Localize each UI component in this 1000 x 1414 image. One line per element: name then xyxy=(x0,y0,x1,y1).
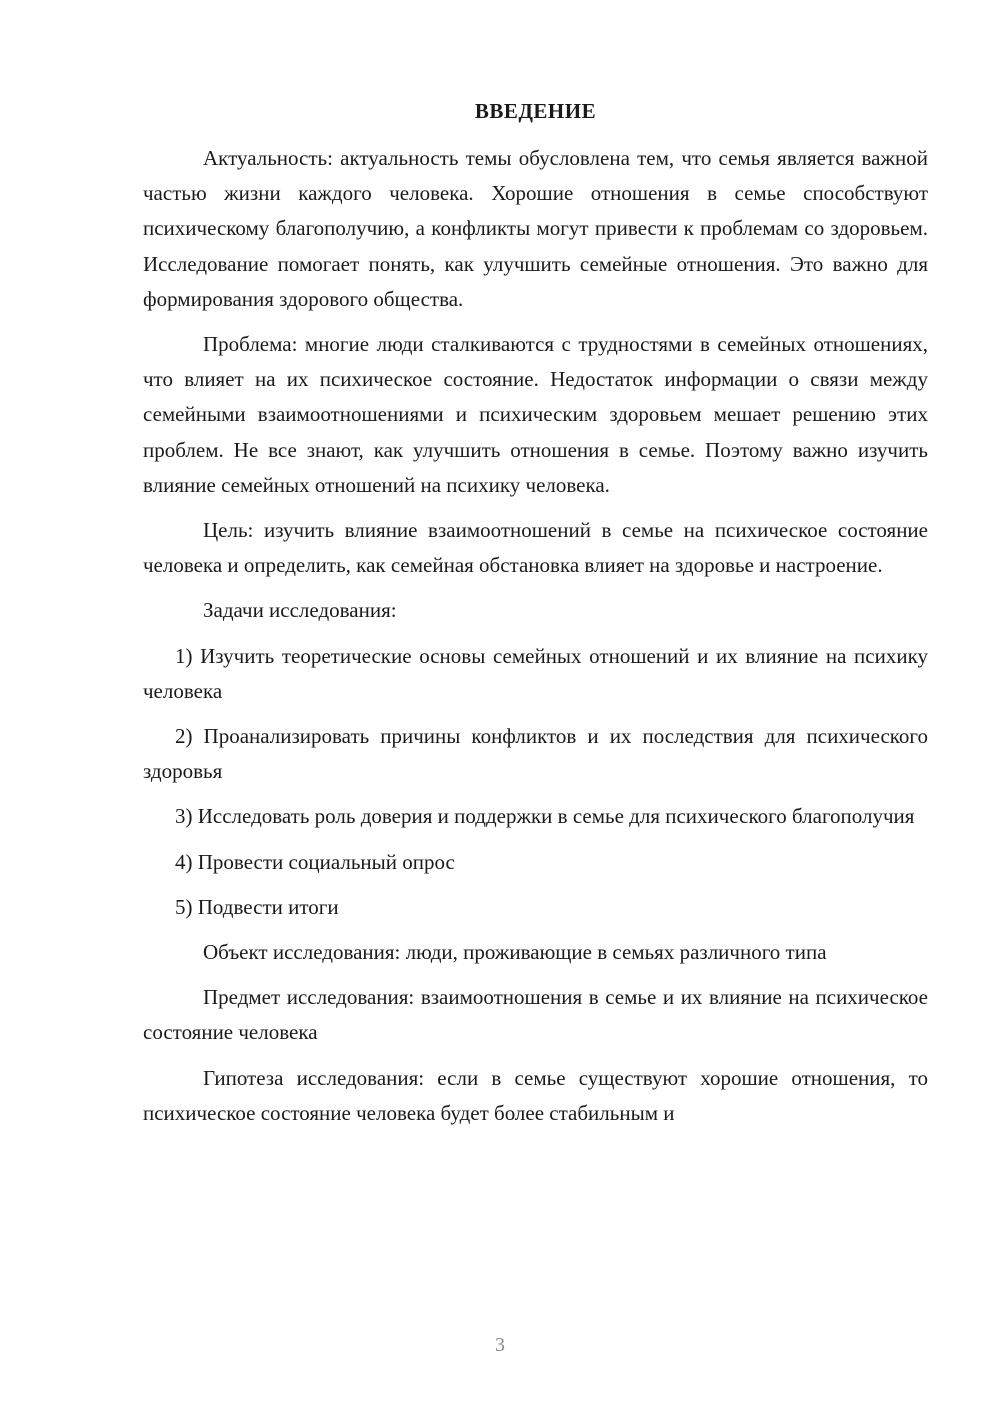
paragraph-problem: Проблема: многие люди сталкиваются с трудностями в семейных отношениях, что влияет на их психическое состояние. Недостаток информации о связи между семейными взаимоотношениями и психическим здоровьем мешает решению этих проблем. Не все знают, как улучшить отношения в семье. Поэтому важно изучить влияние семейных отношений на психику человека. xyxy=(143,332,928,497)
task-item-3: 3) Исследовать роль доверия и поддержки в семье для психического благополучия xyxy=(175,804,915,829)
paragraph-hypothesis: Гипотеза исследования: если в семье существуют хорошие отношения, то психическое состояние человека будет более стабильным и xyxy=(143,1065,928,1125)
paragraph-goal: Цель: изучить влияние взаимоотношений в семье на психическое состояние человека и определить, как семейная обстановка влияет на здоровье и настроение. xyxy=(143,518,928,578)
paragraph-tasks-heading: Задачи исследования: xyxy=(203,598,397,623)
task-item-4: 4) Провести социальный опрос xyxy=(175,849,455,874)
task-item-1: 1) Изучить теоретические основы семейных отношений и их влияние на психику человека xyxy=(143,643,928,703)
paragraph-subject: Предмет исследования: взаимоотношения в семье и их влияние на психическое состояние человека xyxy=(143,985,928,1045)
page-number: 3 xyxy=(495,1334,505,1356)
task-item-5: 5) Подвести итоги xyxy=(175,894,339,919)
paragraph-relevance: Актуальность: актуальность темы обусловлена тем, что семья является важной частью жизни каждого человека. Хорошие отношения в семье способствуют психическому благополучию, а конфликты могут привести к проблемам со здоровьем. Исследование помогает понять, как улучшить семейные отношения. Это важно для формирования здорового общества. xyxy=(143,146,928,311)
paragraph-object: Объект исследования: люди, проживающие в семьях различного типа xyxy=(203,940,827,965)
page-title: ВВЕДЕНИЕ xyxy=(474,99,597,123)
task-item-2: 2) Проанализировать причины конфликтов и их последствия для психического здоровья xyxy=(143,724,928,784)
document-body xyxy=(143,141,928,1141)
